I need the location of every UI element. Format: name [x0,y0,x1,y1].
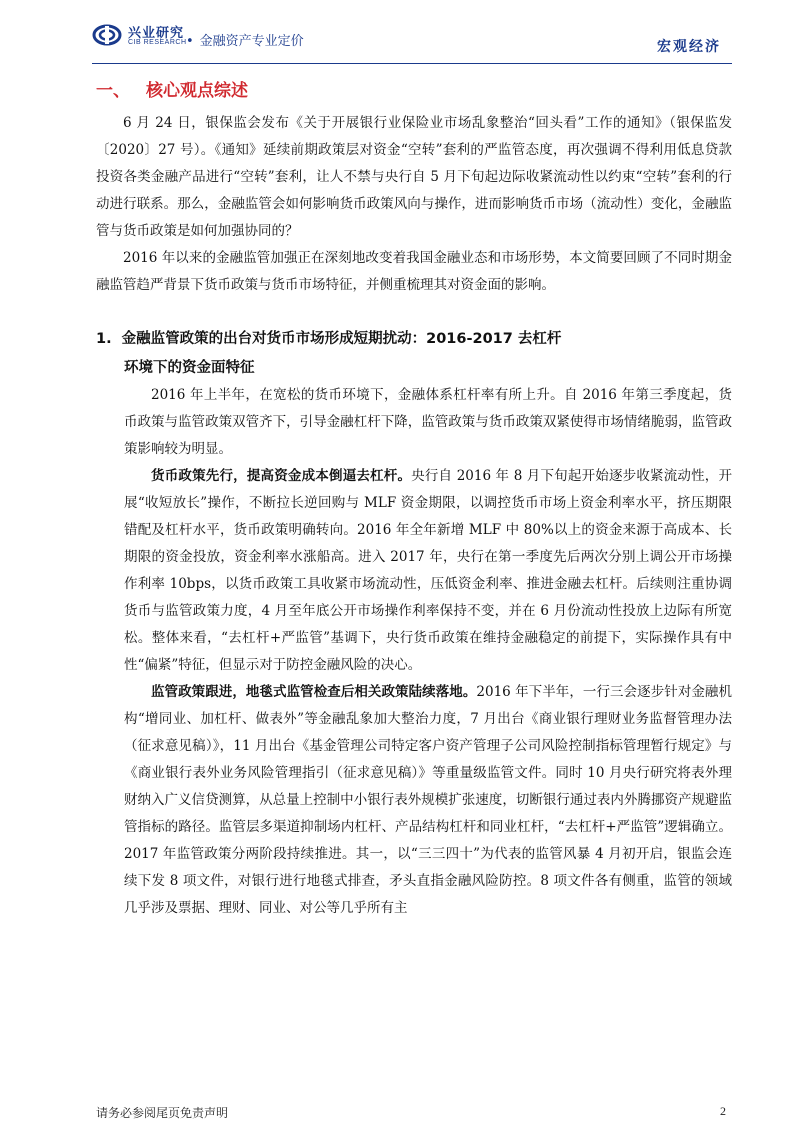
paragraph-lead: 货币政策先行，提高资金成本倒逼去杠杆。 [151,468,412,484]
subsection-title-line2: 环境下的资金面特征 [124,360,255,376]
brand-name-english: CIB RESEARCH [128,39,187,46]
paragraph: 2016 年以来的金融监管加强正在深刻地改变着我国金融业态和市场形势，本文简要回顾了不同时期金融监管趋严背景下货币政策与货币市场特征，并侧重梳理其对资金面的影响。 [96,250,732,293]
cib-logo-icon [92,24,122,46]
tagline-text: 金融资产专业定价 [199,34,304,49]
paragraph-body: 2016 年下半年，一行三会逐步针对金融机构“增同业、加杠杆、做表外”等金融乱象加大整治力度，7 月出台《商业银行理财业务监督管理办法（征求意见稿）》，11 月出台《基金管理公司特定客户资产管理子公司风险控制指标管理暂行规定》与《商业银行表外业务风险管理指引（征求意见稿）》等重量级监管文件。同时 10 月央行研究将表外理财纳入广义信贷测算，从总量上控制中小银行表外规模扩张速度，切断银行通过表内外腾挪资产规避监管指标的路径。监管层多渠道抑制场内杠杆、产品结构杠杆和同业杠杆，“去杠杆+严监管”逻辑确立。2017 年监管政策分两阶段持续推进。其一，以“三三四十”为代表的监管风暴 4 月初开启，银监会连续下发 8 项文件，对银行进行地毯式排查，矛头直指金融风险防控。8 项文件各有侧重，监管的领域几乎涉及票据、理财、同业、对公等几乎所有主 [124,684,732,916]
paragraph: 6 月 24 日，银保监会发布《关于开展银行业保险业市场乱象整治“回头看”工作的通知》（银保监发〔2020〕27 号）。《通知》延续前期政策层对资金“空转”套利的严监管态度，再次强调不得利用低息贷款投资各类金融产品进行“空转”套利，让人不禁与央行自 5 月下旬起边际收紧流动性以约束“空转”套利的行动进行联系。那么，金融监管会如何影响货币政策风向与操作，进而影响货币市场（流动性）变化，金融监管与货币政策是如何加强协同的？ [96,115,732,239]
page-number: 2 [720,1104,726,1118]
page-header [0,0,800,64]
subsection-number: 1. [96,331,112,347]
section-heading [96,76,732,106]
paragraph-body: 央行自 2016 年 8 月下旬起开始逐步收紧流动性，开展“收短放长”操作，不断拉长逆回购与 MLF 资金期限，以调控货币市场上资金利率水平，挤压期限错配及杠杆水平，货币政策明确转向。2016 年全年新增 MLF 中 80%以上的资金来源于高成本、长期限的资金投放，资金利率水涨船高。进入 2017 年，央行在第一季度先后两次分别上调公开市场操作利率 10bps，以货币政策工具收紧市场流动性，压低资金利率、推进金融去杠杆。后续则注重协调货币与监管政策力度，4 月至年底公开市场操作利率保持不变，并在 6 月份流动性投放上边际有所宽松。整体来看，“去杠杆+严监管”基调下，央行货币政策在维持金融稳定的前提下，实际操作具有中性“偏紧”特征，但显示对于防控金融风险的决心。 [124,468,732,673]
page-content [96,76,732,922]
paragraph: 2016 年上半年，在宽松的货币环境下，金融体系杠杆率有所上升。自 2016 年第三季度起，货币政策与监管政策双管齐下，引导金融杠杆下降，监管政策与货币政策双紧使得市场情绪脆弱，监管政策影响较为明显。 [124,387,732,457]
paragraph [96,463,732,679]
section-number: 一、 [96,81,130,101]
section-title: 核心观点综述 [146,81,248,101]
subsection-heading [96,326,732,353]
header-divider [92,63,732,64]
tagline-dot: • [186,34,194,49]
paragraph-lead: 监管政策跟进，地毯式监管检查后相关政策陆续落地。 [151,684,477,700]
footer-disclaimer: 请务必参阅尾页免责声明 [96,1106,229,1120]
brand-name: 兴业研究 [128,26,185,41]
report-category: 宏观经济 [657,39,721,55]
paragraph [96,679,732,922]
brand-tagline [186,30,304,49]
subsection-title-line1: 金融监管政策的出台对货币市场形成短期扰动：2016-2017 去杠杆 [121,331,562,347]
